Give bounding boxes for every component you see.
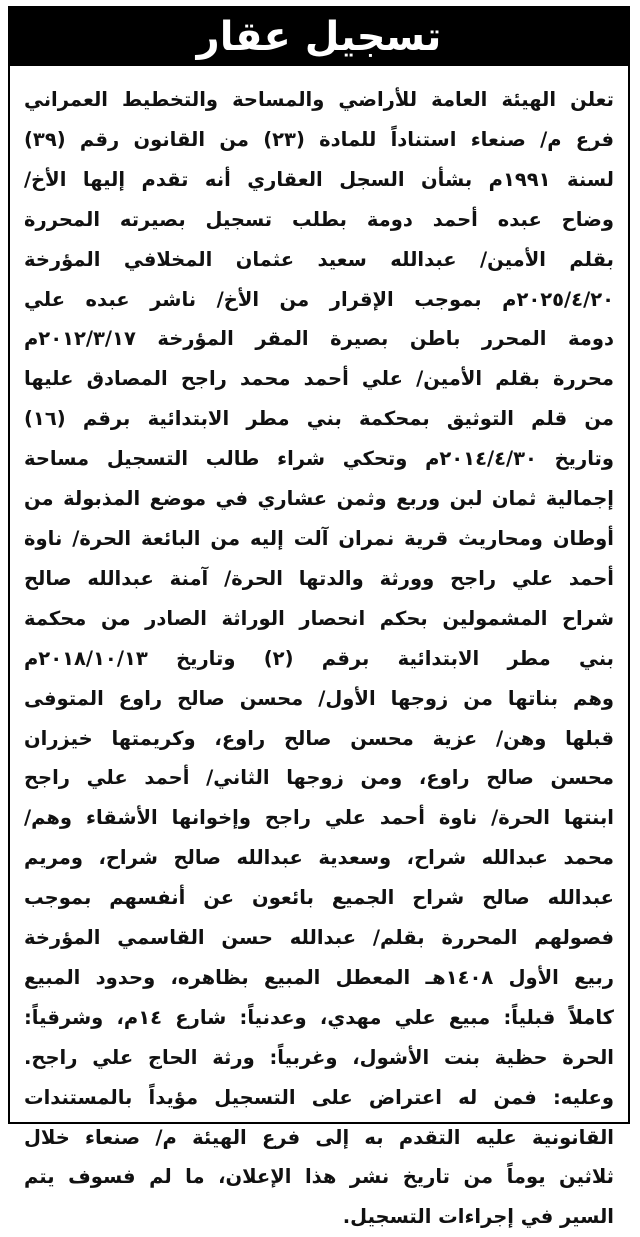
notice-line: ٢٠٢٥/٤/٢٠م بموجب الإقرار من الأخ/ ناشر عبده علي (24, 287, 614, 311)
notice-line: وتاريخ ٢٠١٤/٤/٣٠م وتحكي شراء طالب التسجيل مساحة (24, 447, 614, 471)
notice-line: شراح المشمولين بحكم انحصار الوراثة الصادر من محكمة (24, 606, 614, 630)
notice-title: تسجيل عقار (10, 8, 628, 66)
notice-line: السير في إجراءات التسجيل. (342, 1205, 614, 1229)
notice-line: أوطان ومحاريث قرية نمران آلت إليه من البائعة الحرة/ ناوة (24, 526, 614, 550)
notice-line: وعليه: فمن له اعتراض على التسجيل مؤيداً بالمستندات (24, 1085, 614, 1109)
notice-line: بقلم الأمين/ عبدالله سعيد عثمان المخلافي المؤرخة (24, 247, 614, 271)
notice-line: لسنة ١٩٩١م بشأن السجل العقاري أنه تقدم إليها الأخ/ (24, 167, 614, 191)
notice-line: وهم بناتها من زوجها الأول/ محسن صالح راوع المتوفى (24, 686, 614, 710)
notice-line: محمد عبدالله شراح، وسعدية عبدالله صالح شراح، ومريم (24, 846, 614, 870)
notice-line: تعلن الهيئة العامة للأراضي والمساحة والتخطيط العمراني (24, 88, 614, 111)
notice-frame (8, 6, 630, 1229)
notice-line: الحرة حظية بنت الأشول، وغربياً: ورثة الحاج علي راجح. (24, 1045, 614, 1069)
notice-line: عبدالله صالح شراح الجميع بائعون عن أنفسهم بموجب (24, 886, 614, 910)
notice-line: ربيع الأول ١٤٠٨هـ المعطل المبيع بظاهره، وحدود المبيع (24, 965, 614, 989)
notice-line: من قلم التوثيق بمحكمة بني مطر الابتدائية برقم (١٦) (24, 407, 614, 431)
notice-line: وضاح عبده أحمد دومة بطلب تسجيل بصيرته المحررة (24, 207, 614, 231)
notice-line: قبلها وهن/ عزية محسن صالح راوع، وكريمتها خيزران (24, 726, 614, 750)
notice-line: ثلاثين يوماً من تاريخ نشر هذا الإعلان، ما لم فسوف يتم (24, 1165, 614, 1189)
notice-line: بني مطر الابتدائية برقم (٢) وتاريخ ٢٠١٨/١٠/١٣م (24, 646, 614, 670)
notice-line: كاملاً قبلياً: مبيع علي مهدي، وعدنياً: شارع ١٤م، وشرقياً: (24, 1005, 614, 1029)
notice-line: محررة بقلم الأمين/ علي أحمد محمد راجح المصادق عليها (24, 367, 614, 391)
notice-line: أحمد علي راجح وورثة والدتها الحرة/ آمنة عبدالله صالح (24, 566, 614, 590)
notice-body (24, 80, 614, 1237)
notice-line: إجمالية ثمان لبن وربع وثمن عشاري في موضع المذبولة من (24, 487, 614, 511)
notice-line: فرع م/ صنعاء استناداً للمادة (٢٣) من القانون رقم (٣٩) (24, 127, 614, 151)
notice-line: دومة المحرر باطن بصيرة المقر المؤرخة ٢٠١٢/٣/١٧م (24, 327, 614, 351)
notice-line: فصولهم المحررة بقلم/ عبدالله حسن القاسمي المؤرخة (24, 926, 614, 950)
notice-line: ابنتها الحرة/ ناوة أحمد علي راجح وإخوانها الأشقاء وهم/ (24, 806, 614, 830)
notice-line: القانونية عليه التقدم به إلى فرع الهيئة م/ صنعاء خلال (24, 1125, 614, 1149)
notice-line: محسن صالح راوع، ومن زوجها الثاني/ أحمد علي راجح (24, 766, 614, 790)
